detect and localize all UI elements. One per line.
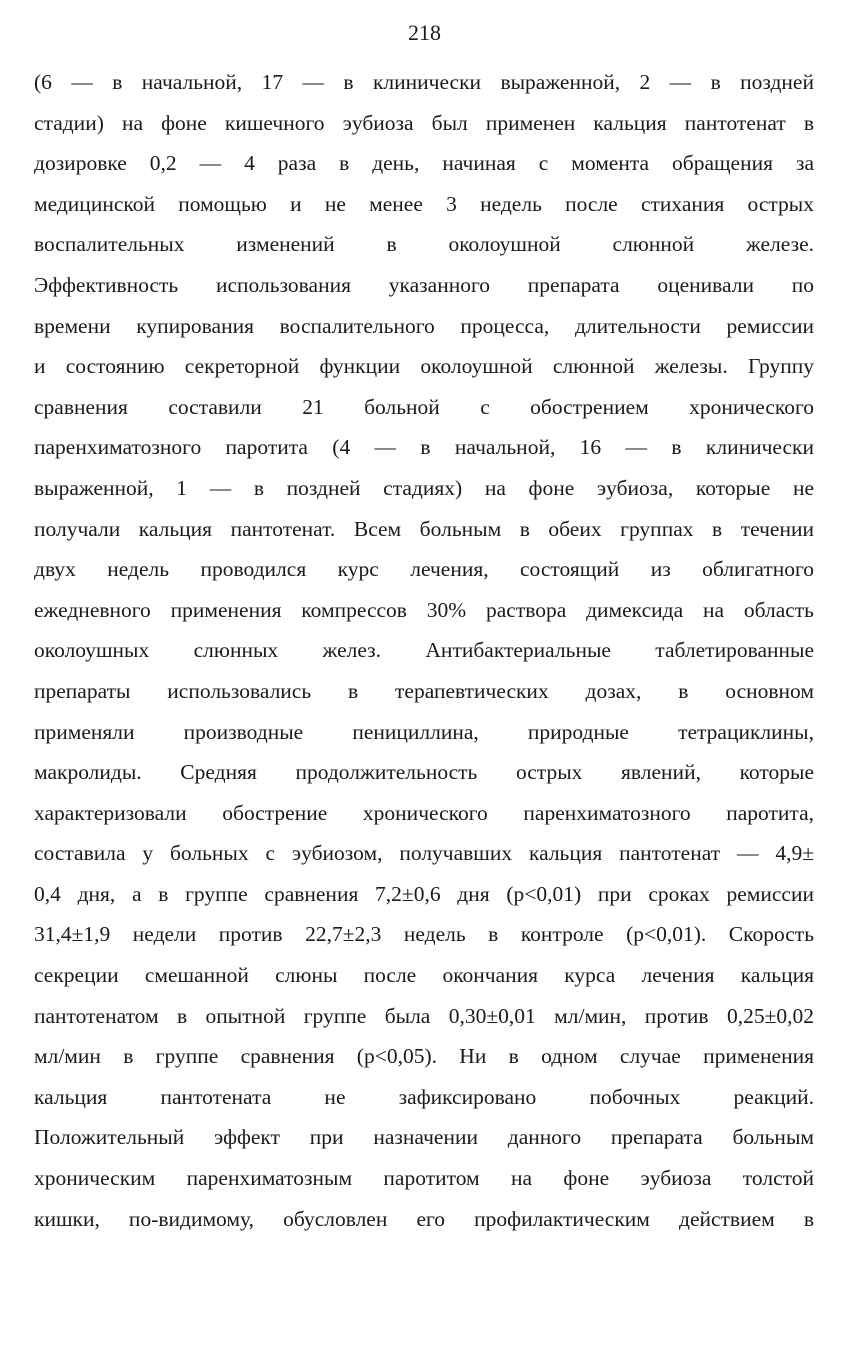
text-line: кишки, по-видимому, обусловлен его профилактическим действием в (34, 1206, 814, 1231)
text-line: медицинской помощью и не менее 3 недель после стихания острых (34, 191, 814, 216)
text-line: ежедневного применения компрессов 30% раствора димексида на область (34, 597, 814, 622)
text-line: дозировке 0,2 — 4 раза в день, начиная с момента обращения за (34, 151, 814, 176)
text-line: кальция пантотената не зафиксировано побочных реакций. (34, 1084, 814, 1109)
text-line: получали кальция пантотенат. Всем больным в обеих группах в течении (34, 516, 814, 541)
text-line: 0,4 дня, а в группе сравнения 7,2±0,6 дня (р<0,01) при сроках ремиссии (34, 881, 814, 906)
text-line: хроническим паренхиматозным паротитом на фоне эубиоза толстой (34, 1166, 814, 1191)
text-line: мл/мин в группе сравнения (р<0,05). Ни в одном случае применения (34, 1044, 814, 1069)
text-line: секреции смешанной слюны после окончания курса лечения кальция (34, 963, 814, 988)
text-line: сравнения составили 21 больной с обострением хронического (34, 394, 814, 419)
text-line: характеризовали обострение хронического паренхиматозного паротита, (34, 800, 814, 825)
text-line: и состоянию секреторной функции околоушной слюнной железы. Группу (34, 354, 814, 379)
text-line: препараты использовались в терапевтических дозах, в основном (34, 678, 814, 703)
text-line: составила у больных с эубиозом, получавших кальция пантотенат — 4,9± (34, 841, 814, 866)
text-line: Эффективность использования указанного препарата оценивали по (34, 272, 814, 297)
text-line: пантотенатом в опытной группе была 0,30±0,01 мл/мин, против 0,25±0,02 (34, 1003, 814, 1028)
text-line: воспалительных изменений в околоушной слюнной железе. (34, 232, 814, 257)
text-line: паренхиматозного паротита (4 — в начальной, 16 — в клинически (34, 435, 814, 460)
text-line: выраженной, 1 — в поздней стадиях) на фоне эубиоза, которые не (34, 475, 814, 500)
text-line: двух недель проводился курс лечения, состоящий из облигатного (34, 557, 814, 582)
text-line: стадии) на фоне кишечного эубиоза был применен кальция пантотенат в (34, 110, 814, 135)
text-line: времени купирования воспалительного процесса, длительности ремиссии (34, 313, 814, 338)
body-text (34, 62, 814, 1239)
text-line: макролиды. Средняя продолжительность острых явлений, которые (34, 760, 814, 785)
text-line: околоушных слюнных желез. Антибактериальные таблетированные (34, 638, 814, 663)
text-line: (6 — в начальной, 17 — в клинически выраженной, 2 — в поздней (34, 70, 814, 94)
text-line: Положительный эффект при назначении данного препарата больным (34, 1125, 814, 1150)
page-number: 218 (408, 20, 441, 45)
text-line: применяли производные пенициллина, природные тетрациклины, (34, 719, 814, 744)
text-line: 31,4±1,9 недели против 22,7±2,3 недель в контроле (р<0,01). Скорость (34, 922, 814, 947)
